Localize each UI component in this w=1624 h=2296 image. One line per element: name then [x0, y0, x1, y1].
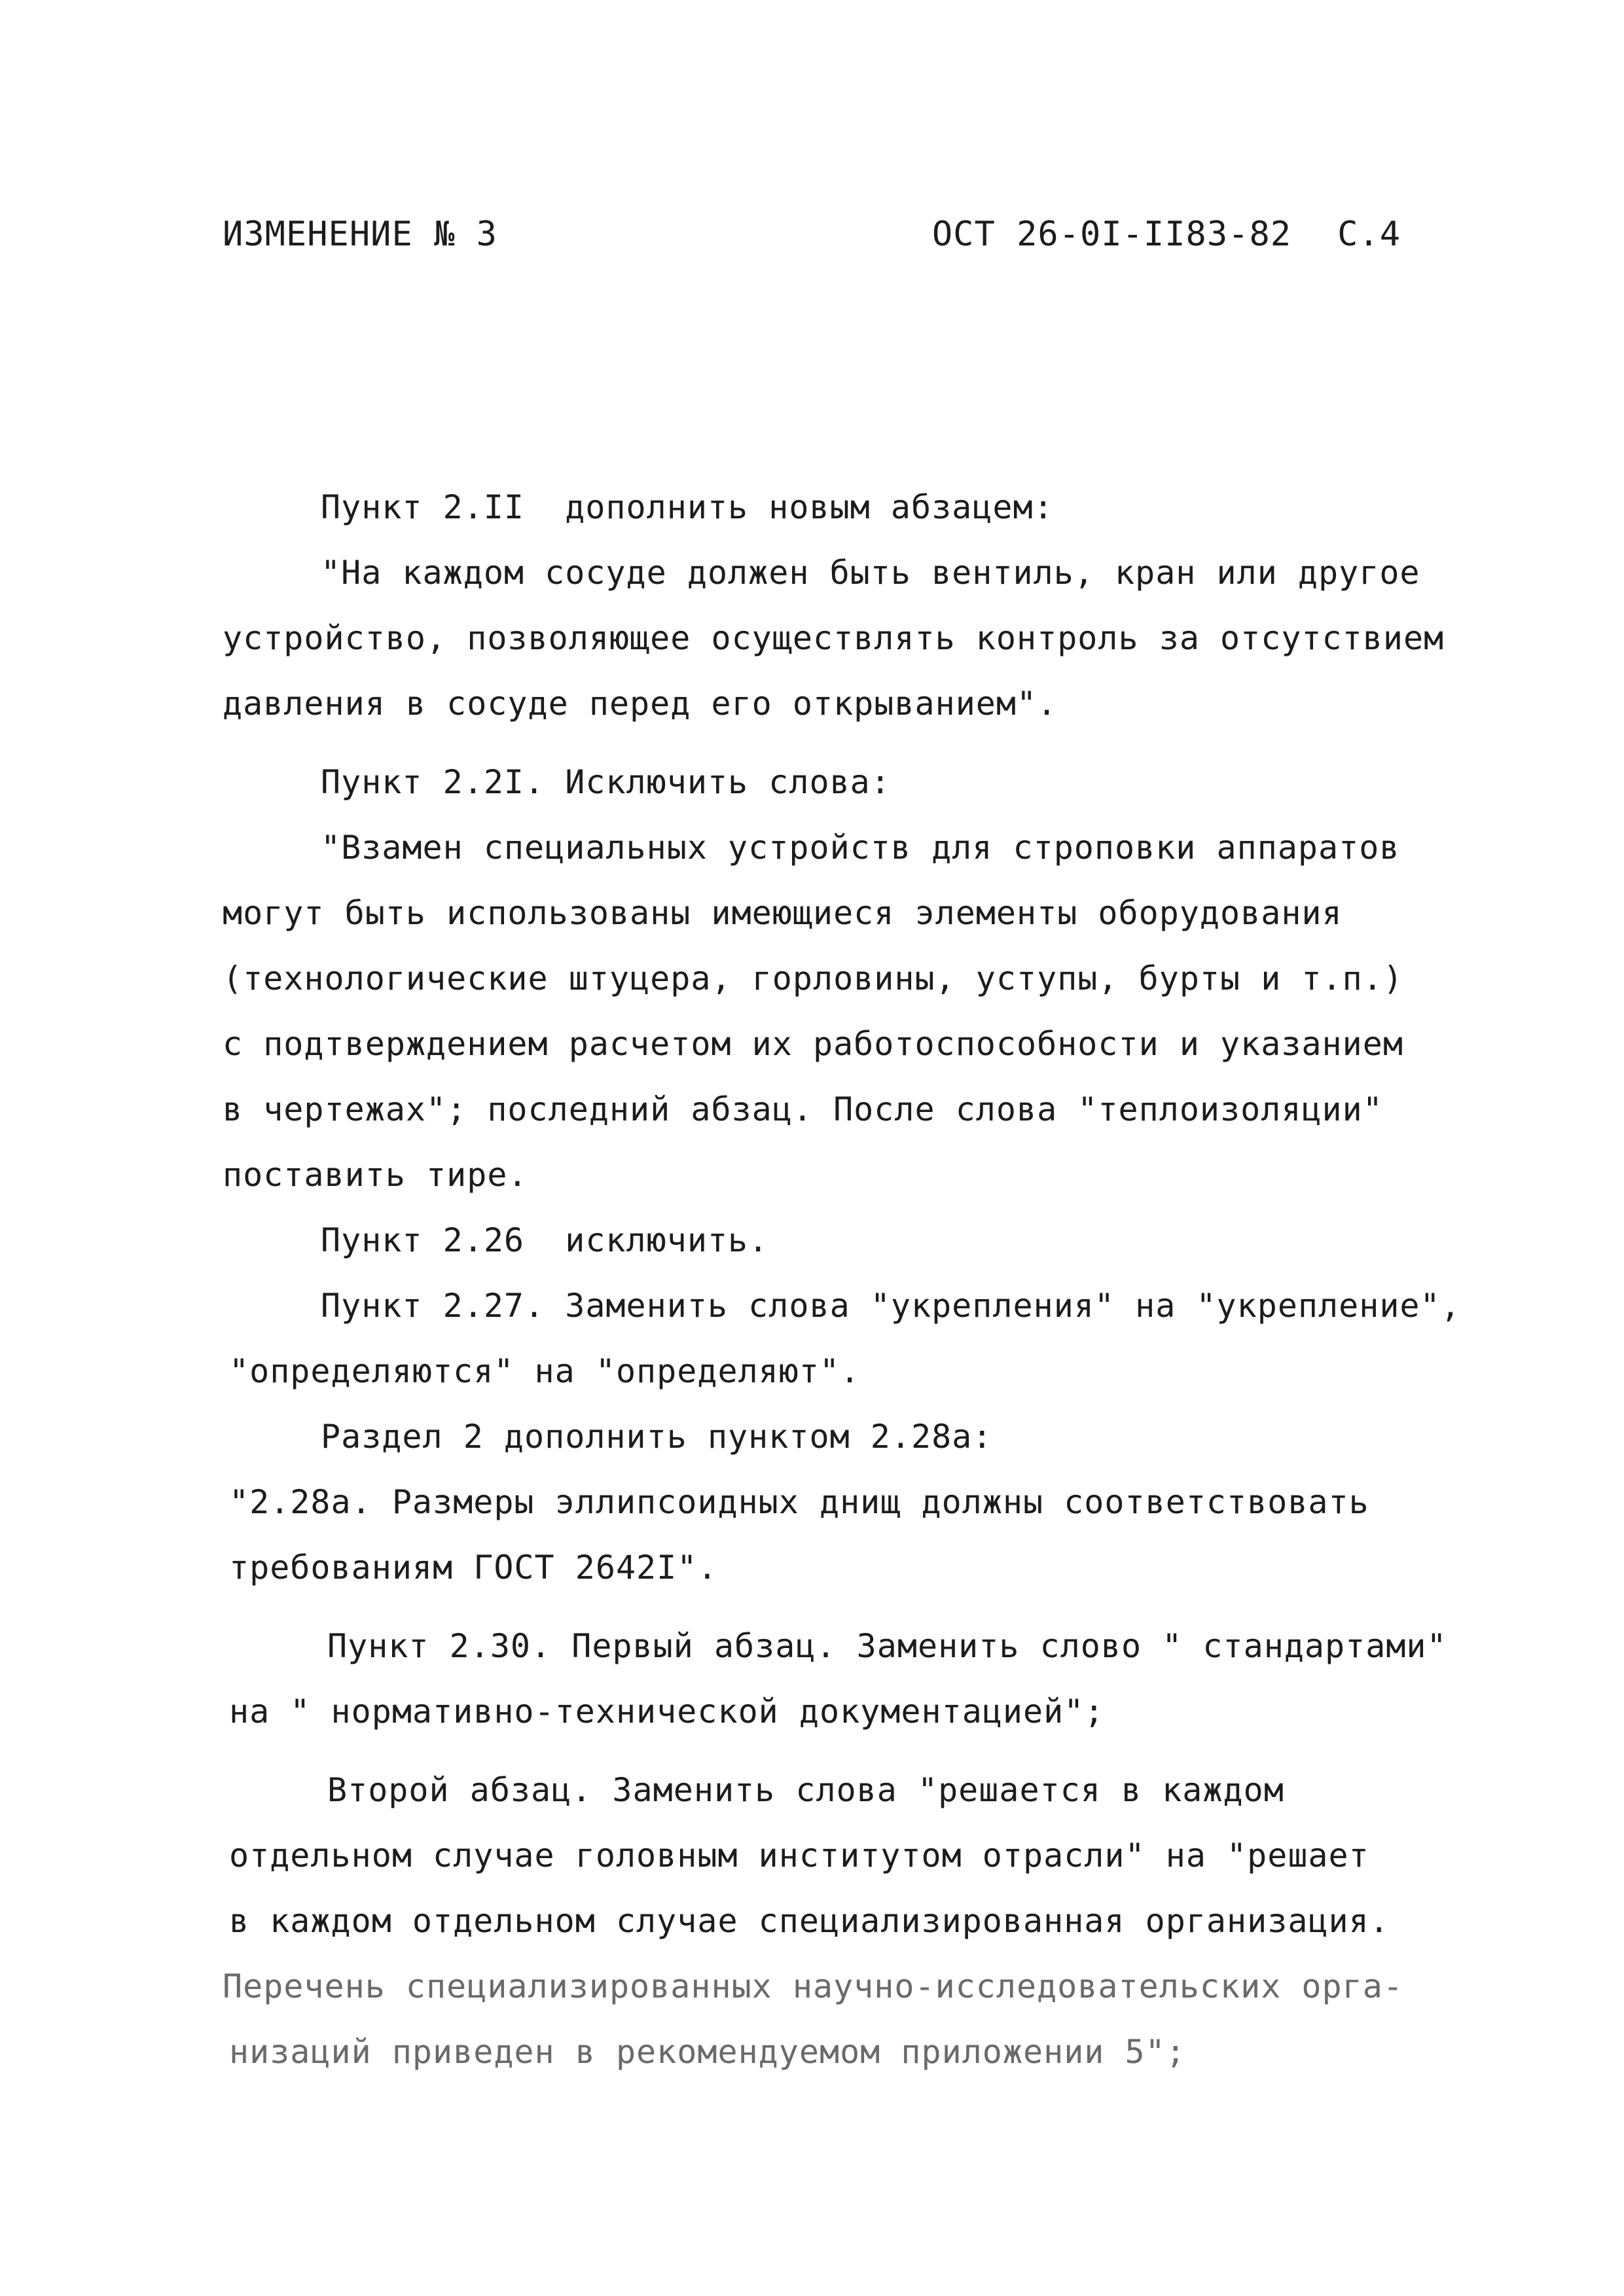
text-line: Пункт 2.26 исключить.	[321, 1221, 769, 1259]
text-line: Пункт 2.30. Первый абзац. Заменить слово " стандартами"	[327, 1627, 1447, 1665]
text-line: давления в сосуде перед его открыванием".	[223, 685, 1058, 723]
text-line: Перечень специализированных научно-исследовательских орга-	[223, 1967, 1403, 2005]
document-body	[223, 475, 1461, 2085]
change-number: ИЗМЕНЕНИЕ № 3	[223, 215, 497, 254]
text-line: на " нормативно-технической документацией";	[229, 1693, 1105, 1731]
text-line: "Взамен специальных устройств для строповки аппаратов	[321, 829, 1400, 867]
text-line: Второй абзац. Заменить слова "решается в каждом	[327, 1771, 1284, 1809]
standard-code: ОСТ 26-0I-II83-82	[931, 215, 1292, 254]
page-number: С.4	[1337, 215, 1401, 254]
text-line: "2.28а. Размеры эллипсоидных днищ должны соответствовать	[229, 1483, 1369, 1521]
text-line: в каждом отдельном случае специализированная организация.	[229, 1902, 1390, 1940]
header-right	[932, 208, 1401, 260]
text-line: устройство, позволяющее осуществлять контроль за отсутствием	[223, 619, 1445, 657]
text-line: Раздел 2 дополнить пунктом 2.28а:	[321, 1418, 993, 1456]
text-line: Пункт 2.27. Заменить слова "укрепления" на "укрепление",	[321, 1287, 1461, 1325]
text-line: (технологические штуцера, горловины, уступы, бурты и т.п.)	[223, 960, 1403, 997]
text-line: требованиям ГОСТ 2642I".	[229, 1549, 718, 1587]
text-line: поставить тире.	[223, 1156, 528, 1194]
text-line: с подтверждением расчетом их работоспособности и указанием	[223, 1025, 1403, 1063]
text-line: "определяются" на "определяют".	[229, 1352, 861, 1390]
page-header	[223, 208, 1401, 260]
text-line: могут быть использованы имеющиеся элементы оборудования	[223, 894, 1343, 932]
text-line: низаций приведен в рекомендуемом приложении 5";	[229, 2033, 1186, 2071]
text-line: в чертежах"; последний абзац. После слова "теплоизоляции"	[223, 1090, 1383, 1128]
text-line: Пункт 2.II дополнить новым абзацем:	[321, 488, 1054, 526]
text-line: "На каждом сосуде должен быть вентиль, кран или другое	[321, 554, 1420, 592]
text-line: отдельном случае головным институтом отрасли" на "решает	[229, 1837, 1369, 1874]
text-line: Пункт 2.2I. Исключить слова:	[321, 763, 891, 801]
